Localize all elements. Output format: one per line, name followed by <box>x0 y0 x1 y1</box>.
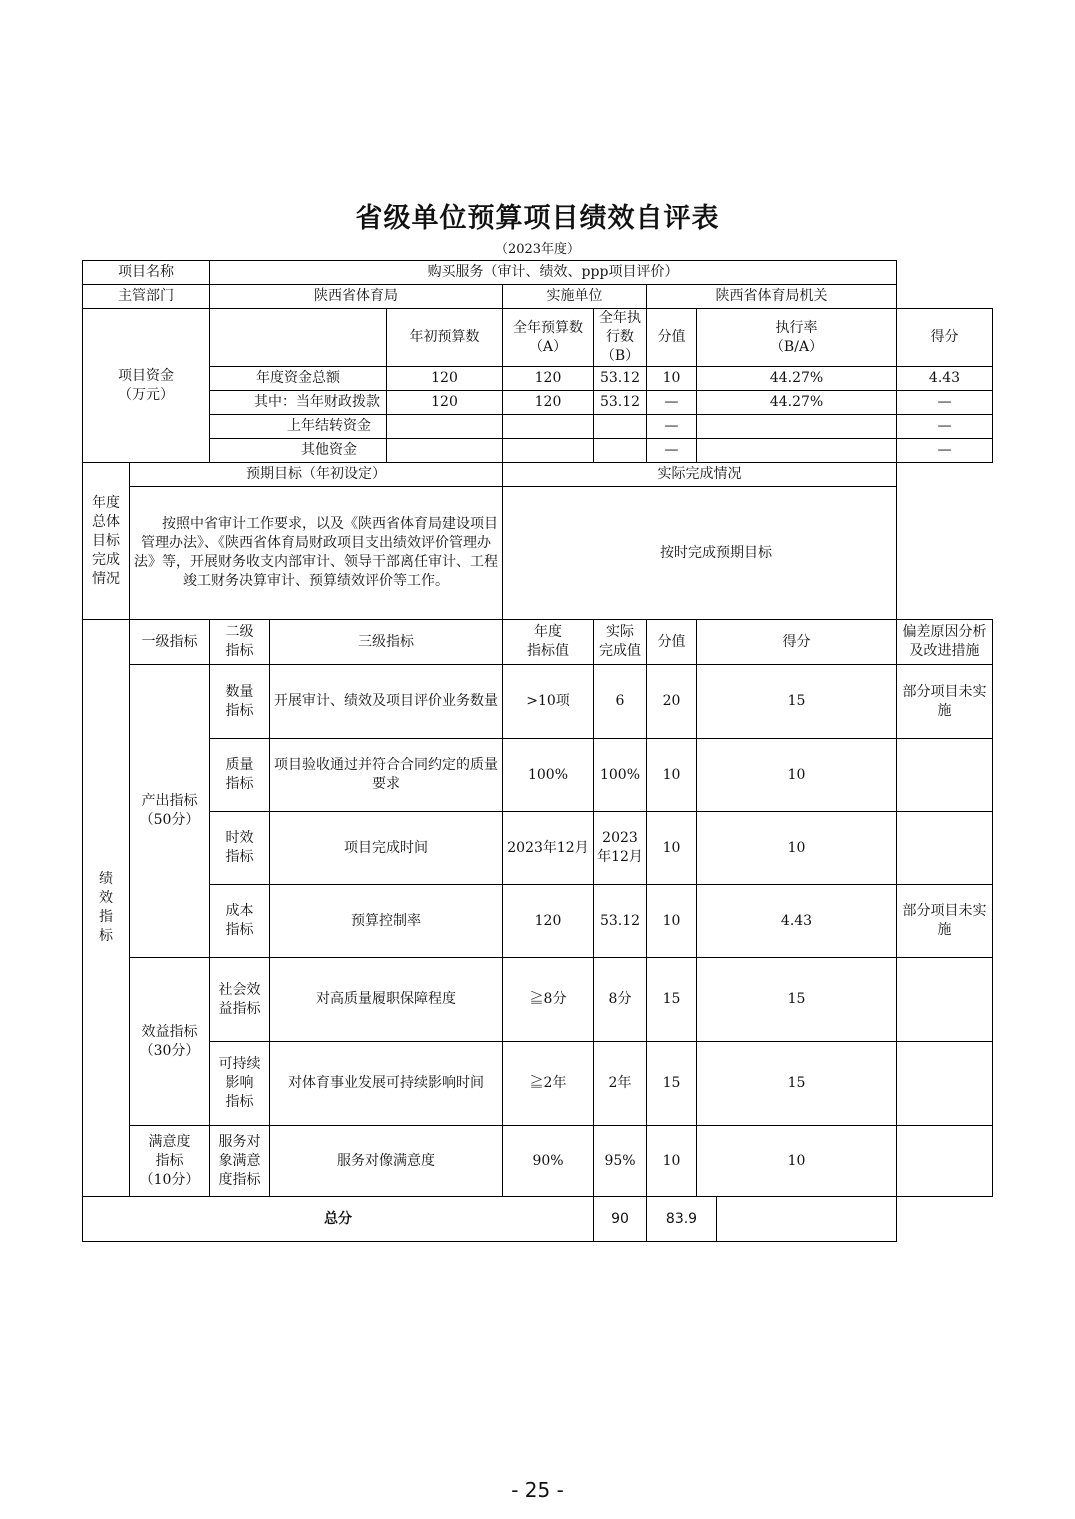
implementer-value: 陕西省体育局机关 <box>647 285 897 309</box>
indicator-level3: 预算控制率 <box>270 885 503 958</box>
indicator-target: 120 <box>503 885 594 958</box>
indicator-level3: 项目完成时间 <box>270 812 503 885</box>
indicator-header-actual: 实际 完成值 <box>594 620 647 665</box>
indicator-actual: 100% <box>594 739 647 812</box>
project-name-label: 项目名称 <box>83 261 210 285</box>
funds-cell: 120 <box>387 391 503 415</box>
funds-header-initial: 年初预算数 <box>387 309 503 367</box>
funds-section-label: 项目资金 （万元） <box>83 309 210 463</box>
indicator-score: 10 <box>697 739 897 812</box>
funds-header-executed: 全年执行数 （B） <box>594 309 647 367</box>
indicator-level2: 数量 指标 <box>210 665 270 739</box>
expected-goal-header: 预期目标（年初设定） <box>130 463 503 487</box>
indicator-level2: 时效 指标 <box>210 812 270 885</box>
funds-cell: 120 <box>387 367 503 391</box>
indicator-actual: 2023年12月 <box>594 812 647 885</box>
indicator-score-value: 15 <box>647 958 697 1042</box>
funds-cell <box>503 439 594 463</box>
funds-cell <box>594 439 647 463</box>
indicator-score-value: 20 <box>647 665 697 739</box>
funds-header-annual-budget: 全年预算数 （A） <box>503 309 594 367</box>
indicator-row <box>83 739 993 812</box>
funds-header-row <box>83 309 993 367</box>
indicator-target: ≧8分 <box>503 958 594 1042</box>
indicator-row <box>83 1126 993 1197</box>
indicator-score: 10 <box>697 812 897 885</box>
indicator-score: 15 <box>697 1042 897 1126</box>
goals-header-row <box>83 463 993 487</box>
year-subtitle: （2023年度） <box>494 242 581 257</box>
indicator-level3: 对体育事业发展可持续影响时间 <box>270 1042 503 1126</box>
funds-cell: — <box>647 439 697 463</box>
indicator-note <box>897 739 993 812</box>
department-value: 陕西省体育局 <box>210 285 503 309</box>
funds-cell <box>387 439 503 463</box>
indicator-header-level1: 一级指标 <box>130 620 210 665</box>
funds-row <box>83 391 993 415</box>
indicator-level2: 可持续 影响 指标 <box>210 1042 270 1126</box>
funds-cell: 44.27% <box>697 391 897 415</box>
funds-header-score-value: 分值 <box>647 309 697 367</box>
indicator-score: 10 <box>697 1126 897 1197</box>
actual-completion-header: 实际完成情况 <box>503 463 897 487</box>
funds-cell: — <box>897 391 993 415</box>
indicator-target: 100% <box>503 739 594 812</box>
indicator-row <box>83 958 993 1042</box>
indicator-header-level3: 三级指标 <box>270 620 503 665</box>
department-row <box>83 285 993 309</box>
total-score: 83.9 <box>647 1197 717 1242</box>
funds-blank-header <box>210 309 387 367</box>
indicator-score-value: 10 <box>647 812 697 885</box>
funds-cell <box>594 415 647 439</box>
funds-row-label: 其他资金 <box>210 439 387 463</box>
indicator-target: 2023年12月 <box>503 812 594 885</box>
indicator-level3: 项目验收通过并符合合同约定的质量要求 <box>270 739 503 812</box>
indicator-header-note: 偏差原因分析及改进措施 <box>897 620 993 665</box>
indicator-score-value: 10 <box>647 1126 697 1197</box>
indicator-actual: 95% <box>594 1126 647 1197</box>
page-title: 省级单位预算项目绩效自评表 <box>355 203 720 234</box>
indicator-score-value: 15 <box>647 1042 697 1126</box>
indicator-level3: 对高质量履职保障程度 <box>270 958 503 1042</box>
funds-header-score: 得分 <box>897 309 993 367</box>
indicator-header-level2: 二级 指标 <box>210 620 270 665</box>
indicator-target: ≧2年 <box>503 1042 594 1126</box>
funds-cell: — <box>647 415 697 439</box>
funds-cell <box>697 415 897 439</box>
funds-row-label: 年度资金总额 <box>210 367 387 391</box>
indicator-note <box>897 1126 993 1197</box>
indicator-header-target: 年度 指标值 <box>503 620 594 665</box>
indicator-header-score: 得分 <box>697 620 897 665</box>
funds-cell: 53.12 <box>594 367 647 391</box>
indicator-row <box>83 812 993 885</box>
indicator-level2: 社会效 益指标 <box>210 958 270 1042</box>
goals-section-label: 年度 总体 目标 完成 情况 <box>83 463 130 620</box>
expected-goal-text: 按照中省审计工作要求，以及《陕西省体育局建设项目管理办法》、《陕西省体育局财政项目支出绩效评价管理办法》等，开展财务收支内部审计、领导干部离任审计、工程竣工财务决算审计、预算绩效评价等工作。 <box>130 487 503 620</box>
indicator-actual: 6 <box>594 665 647 739</box>
funds-row-label: 上年结转资金 <box>210 415 387 439</box>
indicator-actual: 53.12 <box>594 885 647 958</box>
funds-row-label: 其中：当年财政拨款 <box>210 391 387 415</box>
indicator-note <box>897 1042 993 1126</box>
total-row <box>83 1197 993 1242</box>
indicator-level3: 开展审计、绩效及项目评价业务数量 <box>270 665 503 739</box>
implementer-label: 实施单位 <box>503 285 647 309</box>
goals-content-row <box>83 487 993 620</box>
actual-completion-text: 按时完成预期目标 <box>503 487 897 620</box>
indicator-score: 15 <box>697 665 897 739</box>
department-label: 主管部门 <box>83 285 210 309</box>
funds-cell <box>387 415 503 439</box>
total-note <box>717 1197 897 1242</box>
funds-cell: 44.27% <box>697 367 897 391</box>
funds-cell: 4.43 <box>897 367 993 391</box>
indicator-group-satisfaction: 满意度 指标 （10分） <box>130 1126 210 1197</box>
indicator-score: 4.43 <box>697 885 897 958</box>
funds-cell: 10 <box>647 367 697 391</box>
indicator-header-score-value: 分值 <box>647 620 697 665</box>
funds-cell: 53.12 <box>594 391 647 415</box>
indicator-group-output: 产出指标 （50分） <box>130 665 210 958</box>
funds-cell: — <box>647 391 697 415</box>
funds-cell: — <box>897 439 993 463</box>
indicator-actual: 2年 <box>594 1042 647 1126</box>
indicator-actual: 8分 <box>594 958 647 1042</box>
total-score-value: 90 <box>594 1197 647 1242</box>
indicator-level2: 成本 指标 <box>210 885 270 958</box>
indicator-score-value: 10 <box>647 885 697 958</box>
funds-header-execution-rate: 执行率 （B/A） <box>697 309 897 367</box>
indicator-row <box>83 665 993 739</box>
self-evaluation-table <box>82 260 993 1242</box>
indicator-row <box>83 1042 993 1126</box>
indicators-section-label: 绩 效 指 标 <box>83 620 130 1197</box>
funds-row <box>83 367 993 391</box>
funds-cell <box>697 439 897 463</box>
indicator-level2: 服务对 象满意 度指标 <box>210 1126 270 1197</box>
funds-cell: 120 <box>503 391 594 415</box>
indicator-target: 90% <box>503 1126 594 1197</box>
project-name-row <box>83 261 993 285</box>
indicator-note <box>897 812 993 885</box>
indicator-target: >10项 <box>503 665 594 739</box>
funds-row <box>83 439 993 463</box>
funds-cell: 120 <box>503 367 594 391</box>
project-name-value: 购买服务（审计、绩效、ppp项目评价） <box>210 261 897 285</box>
indicator-note <box>897 958 993 1042</box>
indicator-level2: 质量 指标 <box>210 739 270 812</box>
indicator-level3: 服务对像满意度 <box>270 1126 503 1197</box>
indicator-score-value: 10 <box>647 739 697 812</box>
indicator-group-benefit: 效益指标 （30分） <box>130 958 210 1126</box>
indicator-header-row <box>83 620 993 665</box>
indicator-score: 15 <box>697 958 897 1042</box>
indicator-note: 部分项目未实施 <box>897 665 993 739</box>
funds-cell: — <box>897 415 993 439</box>
funds-cell <box>503 415 594 439</box>
indicator-row <box>83 885 993 958</box>
indicator-note: 部分项目未实施 <box>897 885 993 958</box>
total-label: 总分 <box>83 1197 594 1242</box>
funds-row <box>83 415 993 439</box>
page-number: - 25 - <box>511 1478 564 1502</box>
